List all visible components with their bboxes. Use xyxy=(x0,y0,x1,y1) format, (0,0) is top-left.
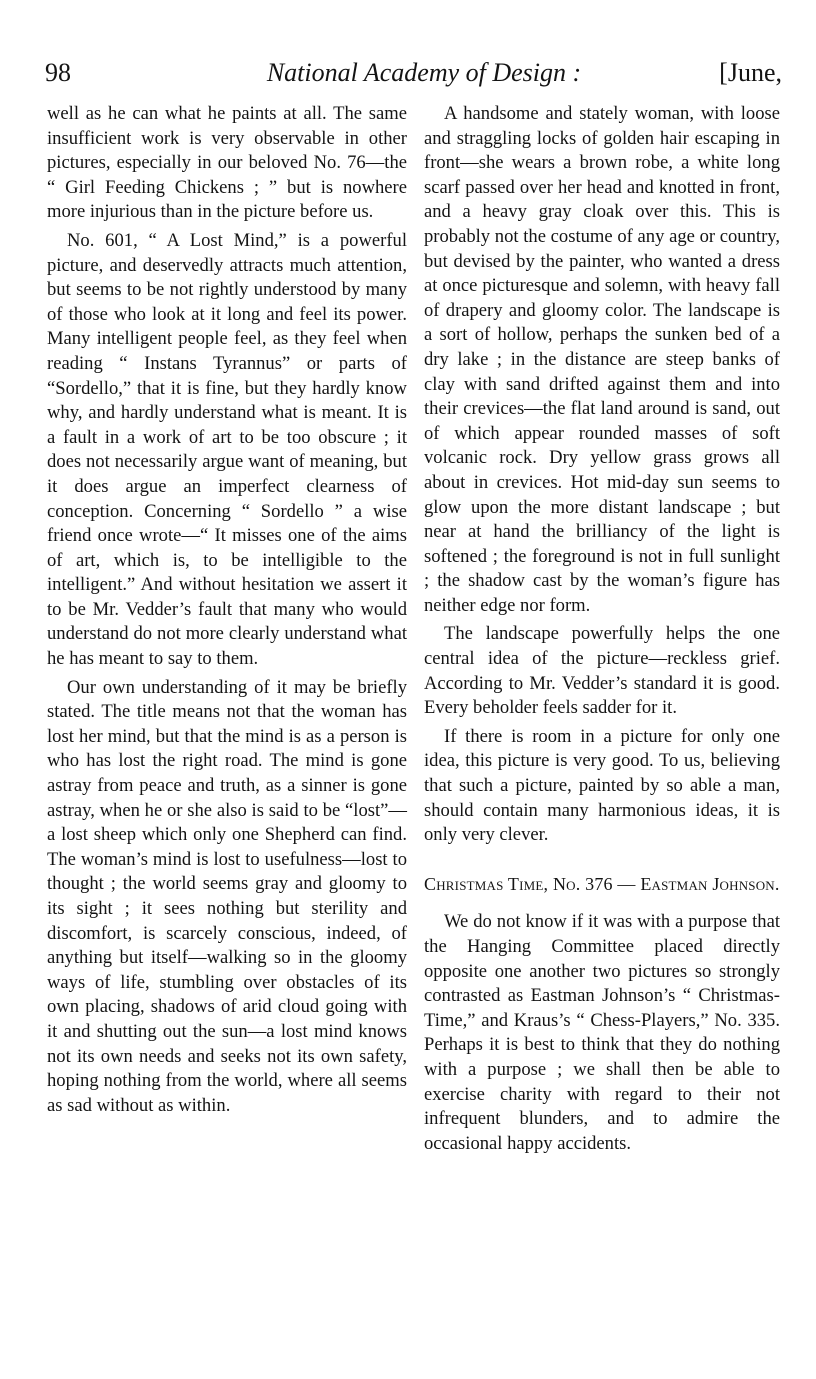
left-column xyxy=(47,102,407,1118)
paragraph: We do not know if it was with a purpose that the Hanging Committee placed directly opposite one another two pictures so strongly contrasted as Eastman Johnson’s “ Christmas-Time,” and Kraus’s “ Chess-Players,” No. 335. Perhaps it is best to think that they do nothing with a purpose ; we shall then be able to exercise charity with regard to their not infrequent blunders, and to admire the occasional happy accidents. xyxy=(424,911,780,1154)
paragraph: well as he can what he paints at all. The same insufficient work is very observable in other pictures, especially in our beloved No. 76—the “ Girl Feeding Chickens ; ” but is nowhere more injurious than in the picture before us. xyxy=(47,103,407,223)
paragraph: The landscape powerfully helps the one central idea of the picture—reckless grief. According to Mr. Vedder’s standard it is good. Every beholder feels sadder for it. xyxy=(424,623,780,719)
paragraph: No. 601, “ A Lost Mind,” is a powerful picture, and deservedly attracts much attention, but seems to be not rightly understood by many of those who look at it long and feel its power. Many intelligent people feel, as they feel when reading “ Instans Tyrannus” or parts of “Sordello,” that it is fine, but they hardly know why, and hardly understand what is meant. It is a fault in a work of art to be too obscure ; it does not necessarily argue want of meaning, but it does argue an imperfect clearness of conception. Concerning “ Sordello ” a wise friend once wrote—“ It misses one of the aims of art, which is, to be intelligible to the intelligent.” And without hesitation we assert it to be Mr. Vedder’s fault that many who would understand do not more clearly understand what he has meant to say to them. xyxy=(47,229,407,670)
paragraph: If there is room in a picture for only one idea, this picture is very good. To us, believing that such a picture, painted by so able a man, should contain many harmonious ideas, it is only very clever. xyxy=(424,725,780,846)
running-title: National Academy of Design : xyxy=(266,58,582,87)
section-heading: Christmas Time, No. 376 — Eastman Johnson. xyxy=(424,873,780,894)
right-column xyxy=(424,102,780,1156)
paragraph: A handsome and stately woman, with loose and straggling locks of golden hair escaping in front—she wears a brown robe, a white long scarf passed over her head and knotted in front, and a heavy gray cloak over this. This is probably not the costume of any age or country, but devised by the painter, who wanted a dress at once picturesque and solemn, with heavy fall of drapery and gloomy color. The landscape is a sort of hollow, perhaps the sunken bed of a dry lake ; in the distance are steep banks of clay with sand drifted against them and into their crevices—the flat land around is sand, out of which appear rounded masses of soft volcanic rock. Dry yellow grass grows all about in crevices. Hot mid-day sun seems to glow upon the more distant landscape ; but near at hand the brilliancy of the light is softened ; the foreground is not in full sunlight ; the shadow cast by the woman’s figure has neither edge nor form. xyxy=(424,103,780,616)
running-header xyxy=(40,58,782,94)
paragraph: Our own understanding of it may be briefly stated. The title means not that the woman has lost her mind, but that the mind is as a person is who has lost the right road. The mind is gone astray from peace and truth, as a sinner is gone astray, when he or she also is said to be “lost”—a lost sheep which only one Shepherd can find. The woman’s mind is lost to usefulness—lost to thought ; the world seems gray and gloomy to its sight ; it sees nothing but sterility and discomfort, is scarcely conscious, indeed, of anything but itself—walking so in the gloomy ways of life, stumbling over obstacles of its own placing, shadows of arid cloud going with it and shutting out the sun—a lost mind knows not its own needs and seeks not its own safety, hoping nothing from the world, where all seems as sad without as within. xyxy=(47,676,407,1116)
running-date: [June, xyxy=(719,58,782,87)
page-number: 98 xyxy=(45,58,71,87)
